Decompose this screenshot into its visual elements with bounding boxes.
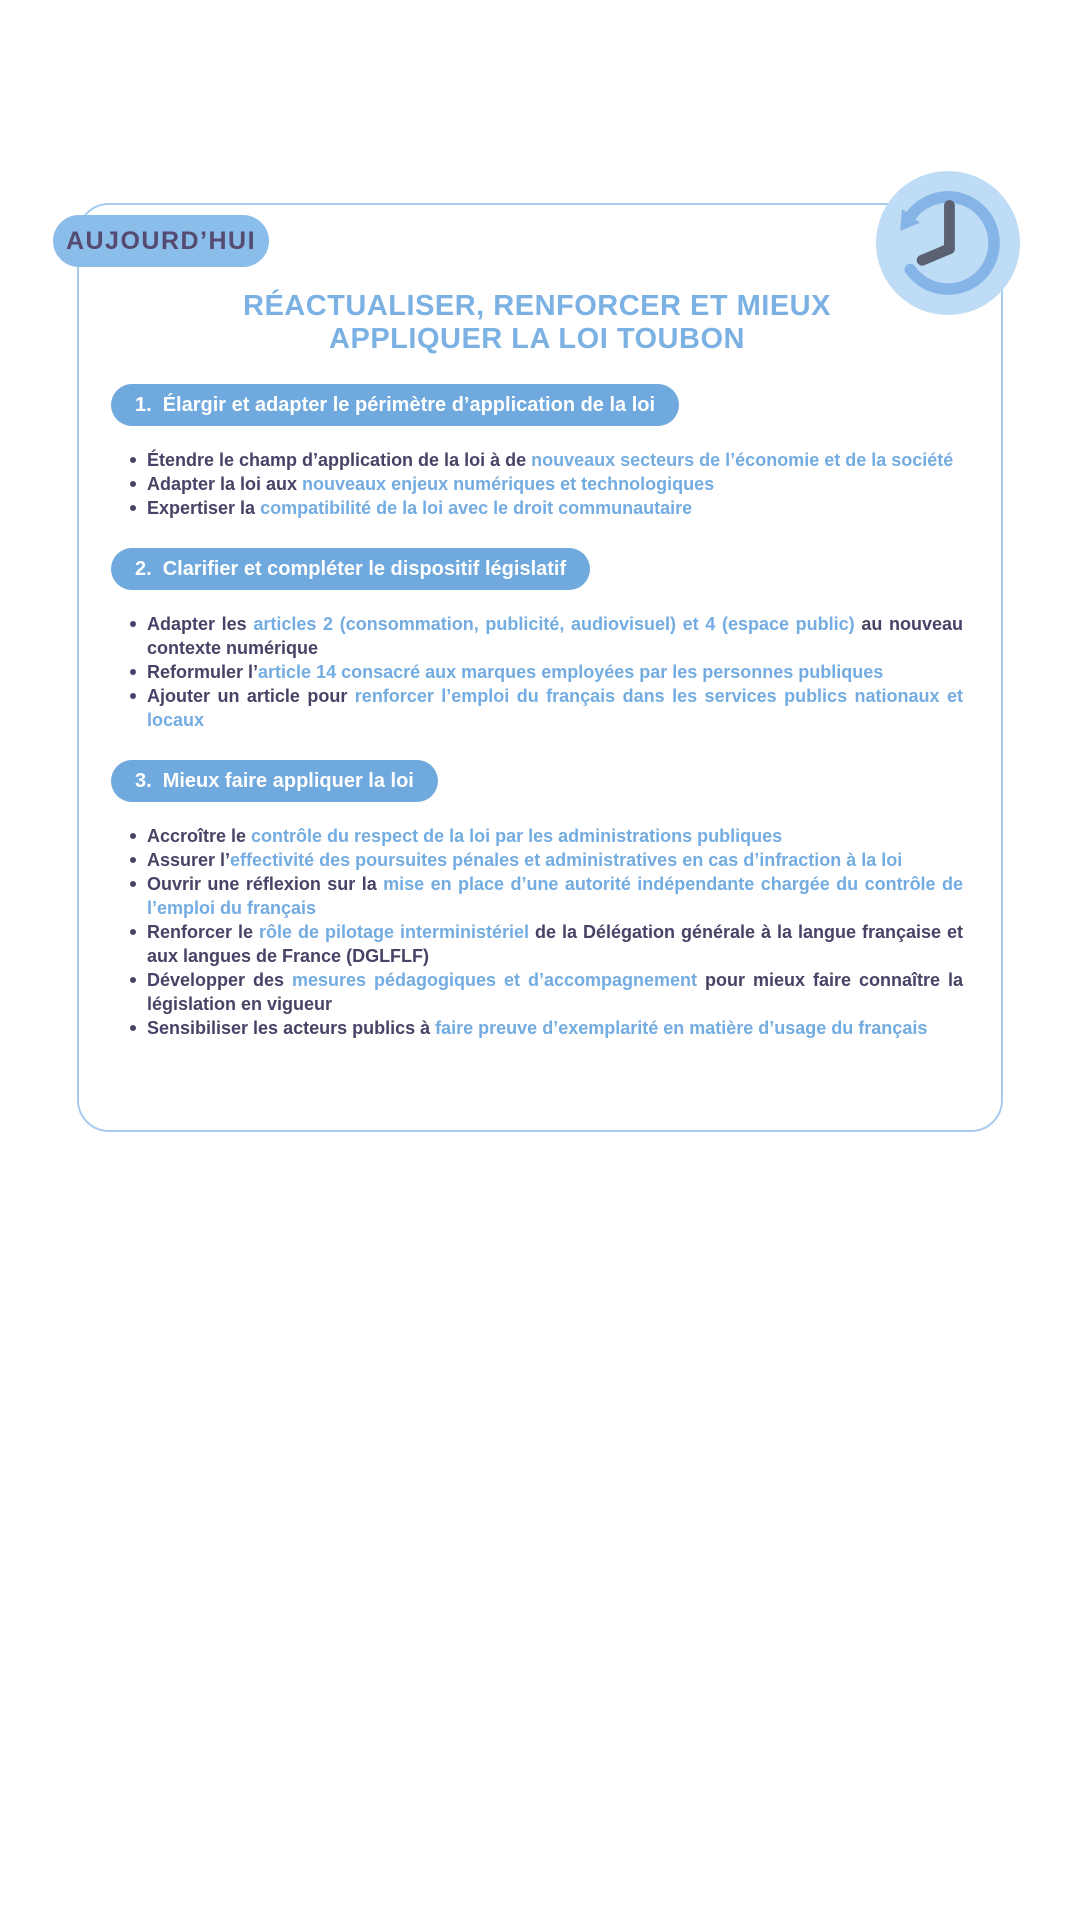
list-item: [147, 848, 963, 872]
bullet-text-segment: renforcer l’emploi du français dans les services publics nationaux et locaux: [147, 686, 963, 730]
bullet-text-segment: pour mieux faire connaître la législation en vigueur: [147, 970, 963, 1014]
section-2: [111, 548, 963, 732]
bullet-text-segment: articles 2 (consommation, publicité, audiovisuel) et 4 (espace public): [253, 614, 855, 634]
content-card: [65, 203, 1003, 1132]
title-line-2: APPLIQUER LA LOI TOUBON: [329, 323, 745, 355]
section-1-heading: [111, 384, 679, 426]
title-line-1: RÉACTUALISER, RENFORCER ET MIEUX: [243, 290, 831, 322]
bullet-text-segment: Étendre le champ d’application de la loi à de: [147, 450, 532, 470]
bullet-text-segment: Ouvrir une réflexion sur la: [147, 874, 384, 894]
list-item: [147, 684, 963, 732]
bullet-text-segment: mise en place d’une autorité indépendante chargée du contrôle de l’emploi du français: [147, 874, 963, 918]
bullet-text-segment: article 14 consacré aux marques employées par les personnes publiques: [258, 662, 884, 682]
bullet-text-segment: Accroître le: [147, 826, 252, 846]
list-item: [147, 448, 963, 472]
bullet-text-segment: Assurer l’: [147, 850, 231, 870]
section-number: 3.: [135, 769, 152, 792]
section-1-bullet-list: [111, 448, 963, 520]
bullet-text-segment: nouveaux secteurs de l’économie et de la société: [531, 450, 954, 470]
list-item: [147, 824, 963, 848]
section-heading-text: Élargir et adapter le périmètre d’application de la loi: [162, 393, 656, 416]
bullet-text-segment: Reformuler l’: [147, 662, 259, 682]
bullet-text-segment: compatibilité de la loi avec le droit communautaire: [260, 498, 693, 518]
list-item: [147, 496, 963, 520]
bullet-text-segment: Ajouter un article pour: [147, 686, 355, 706]
section-2-bullet-list: [111, 612, 963, 732]
bullet-text-segment: Expertiser la: [147, 498, 261, 518]
list-item: [147, 968, 963, 1016]
section-1: [111, 384, 963, 520]
bullet-text-segment: rôle de pilotage interministériel: [259, 922, 530, 942]
section-3-heading: [111, 760, 438, 802]
bullet-text-segment: Développer des: [147, 970, 293, 990]
bullet-text-segment: Adapter les: [147, 614, 254, 634]
bullet-text-segment: effectivité des poursuites pénales et administratives en cas d’infraction à la loi: [230, 850, 903, 870]
bullet-text-segment: mesures pédagogiques et d’accompagnement: [292, 970, 698, 990]
section-3-bullet-list: [111, 824, 963, 1040]
list-item: [147, 1016, 963, 1040]
list-item: [147, 920, 963, 968]
bullet-text-segment: contrôle du respect de la loi par les administrations publiques: [251, 826, 783, 846]
bullet-text-segment: Renforcer le: [147, 922, 259, 942]
bullet-text-segment: nouveaux enjeux numériques et technologiques: [302, 474, 715, 494]
today-badge: AUJOURD’HUI: [53, 215, 269, 267]
section-3: [111, 760, 963, 1040]
bullet-text-segment: faire preuve d’exemplarité en matière d’usage du français: [435, 1018, 928, 1038]
list-item: [147, 872, 963, 920]
section-number: 1.: [135, 393, 152, 416]
bullet-text-segment: au nouveau contexte numérique: [147, 614, 963, 658]
bullet-text-segment: de la Délégation générale à la langue française et aux langues de France (DGLFLF): [147, 922, 963, 966]
section-heading-text: Clarifier et compléter le dispositif législatif: [162, 557, 567, 580]
bullet-text-segment: Sensibiliser les acteurs publics à: [147, 1018, 436, 1038]
list-item: [147, 612, 963, 660]
section-number: 2.: [135, 557, 152, 580]
section-heading-text: Mieux faire appliquer la loi: [162, 769, 414, 792]
history-clock-icon: [876, 171, 1020, 315]
bullet-text-segment: Adapter la loi aux: [147, 474, 303, 494]
list-item: [147, 660, 963, 684]
list-item: [147, 472, 963, 496]
page-title: [111, 290, 963, 356]
section-2-heading: [111, 548, 590, 590]
